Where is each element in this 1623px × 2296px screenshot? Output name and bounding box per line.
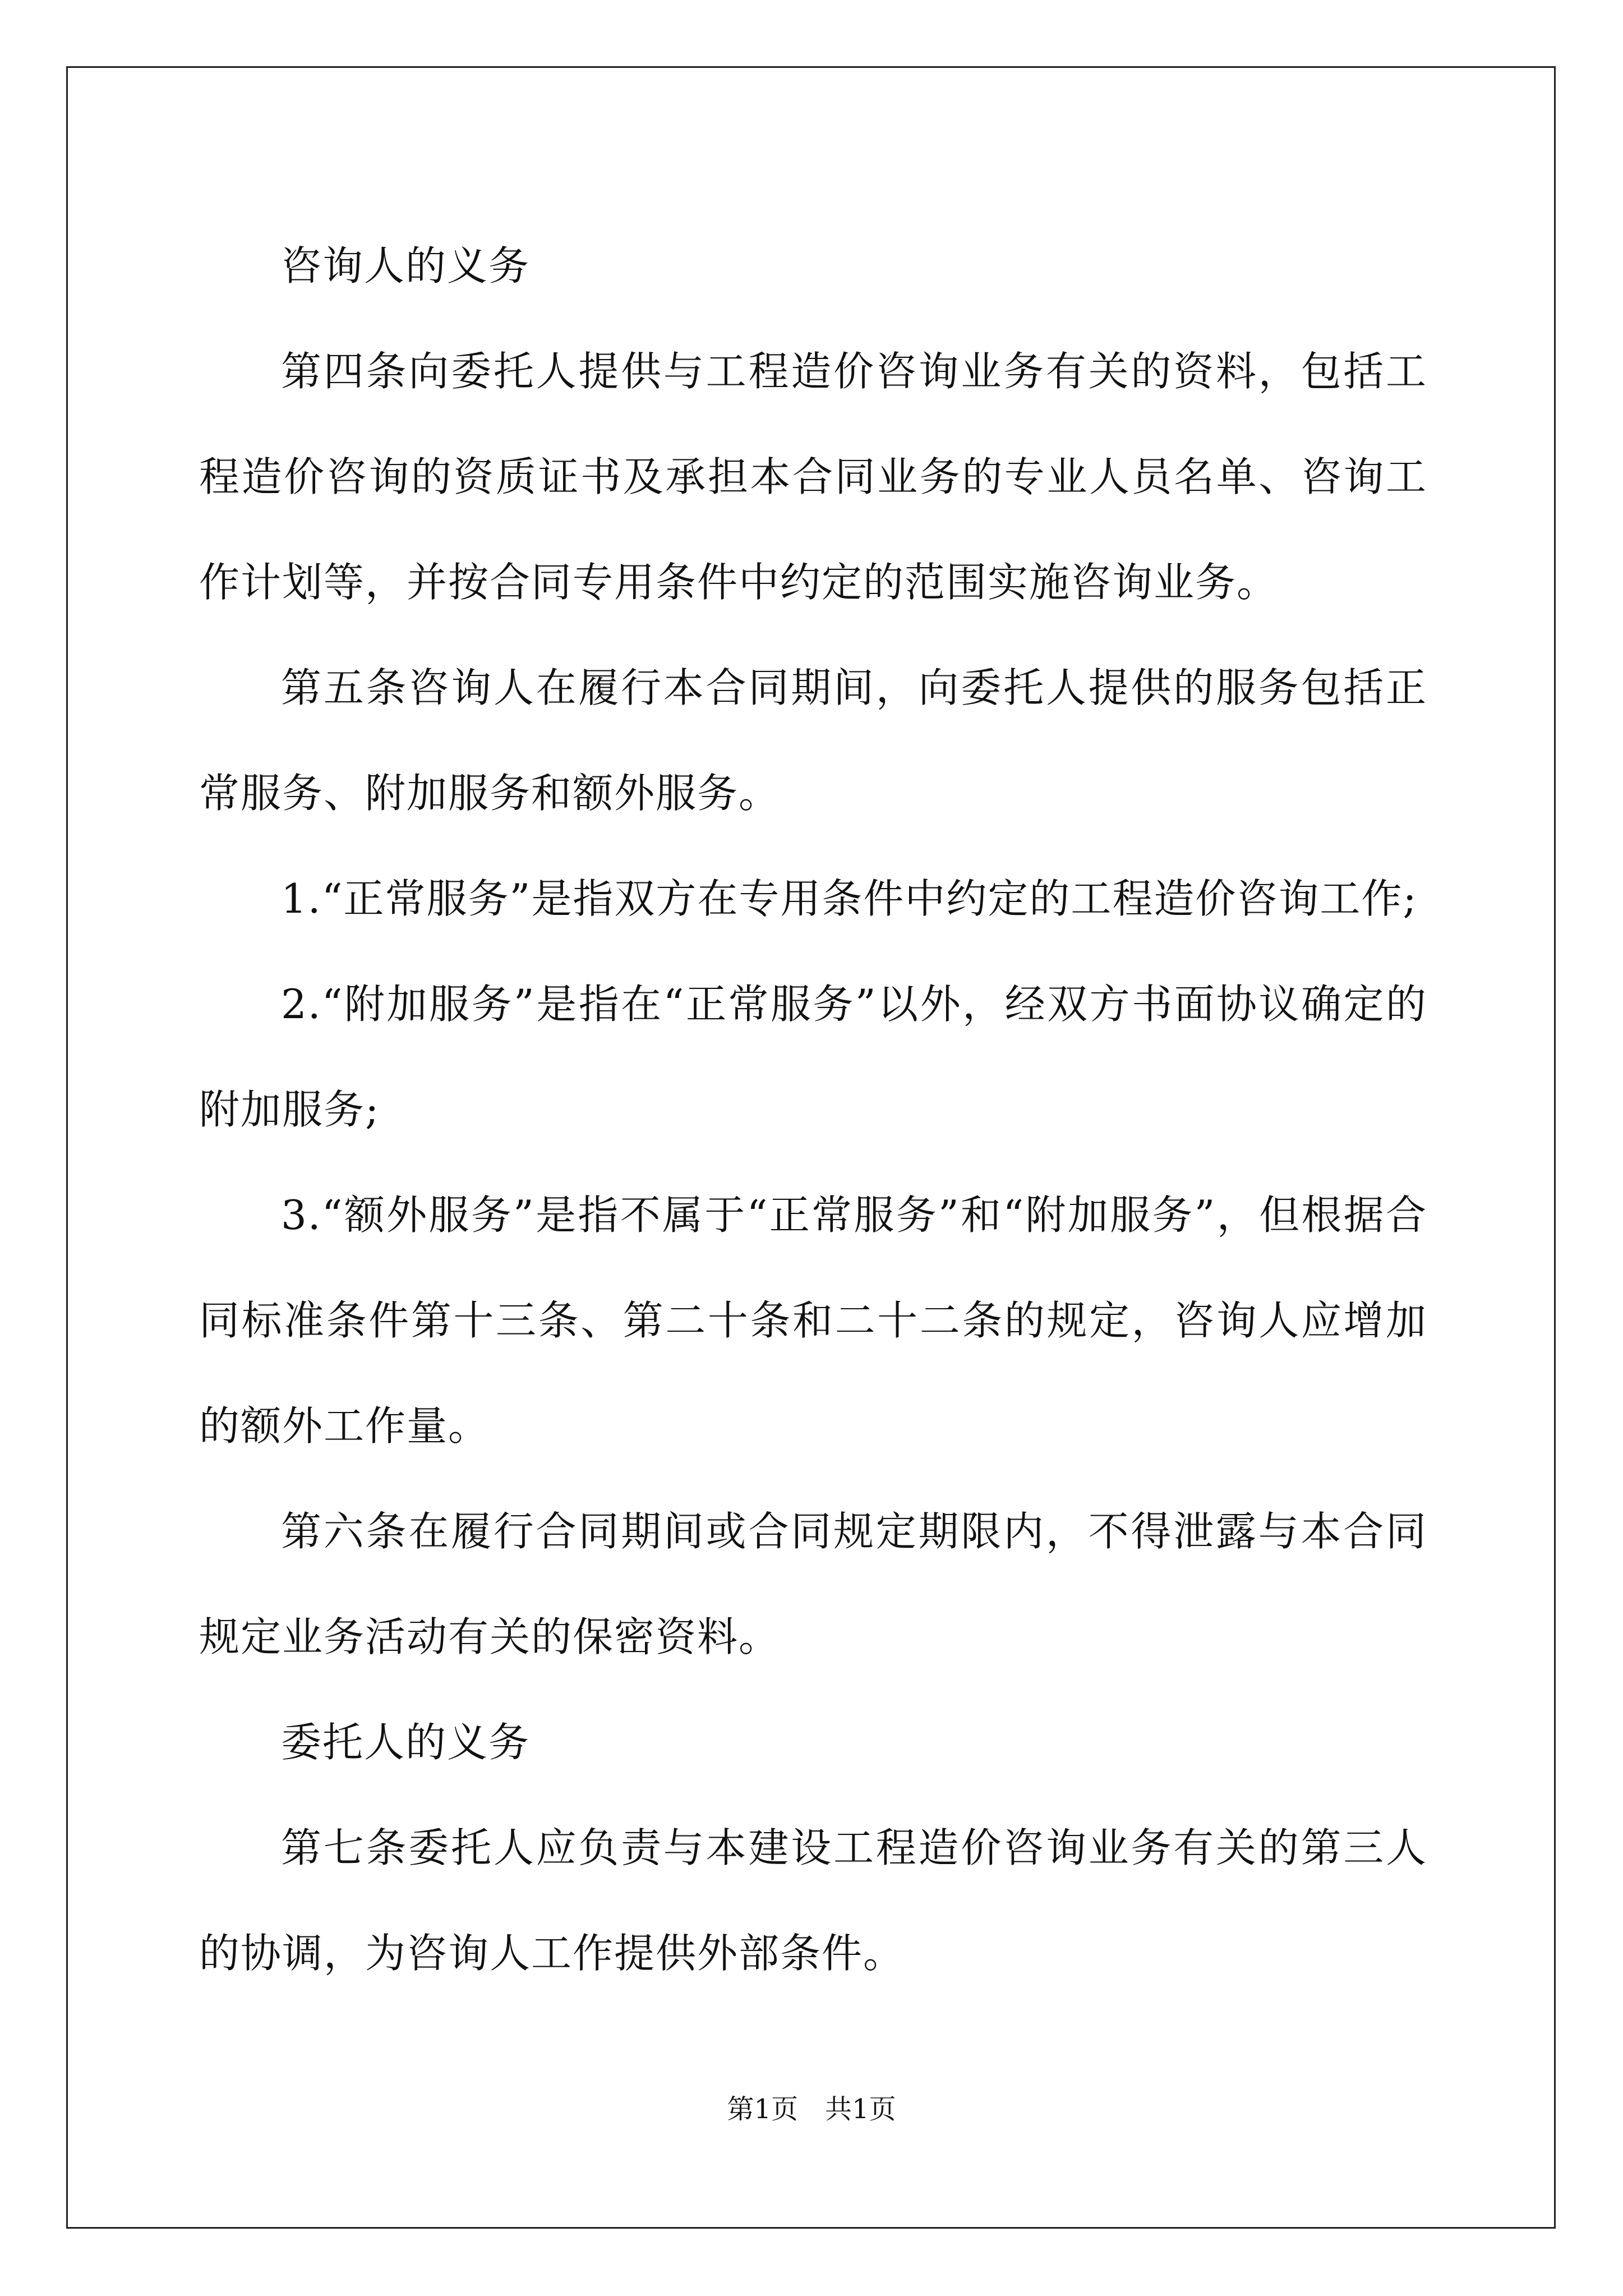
document-body: [199, 213, 1427, 2006]
article-4-paragraph: 第四条向委托人提供与工程造价咨询业务有关的资料，包括工程造价咨询的资质证书及承担本合同业务的专业人员名单、咨询工作计划等，并按合同专用条件中约定的范围实施咨询业务。: [199, 348, 1427, 606]
page-footer: 第1页 共1页: [727, 2093, 896, 2125]
article-7-paragraph: 第七条委托人应负责与本建设工程造价咨询业务有关的第三人的协调，为咨询人工作提供外部条件。: [199, 1824, 1427, 1977]
article-6-paragraph: 第六条在履行合同期间或合同规定期限内，不得泄露与本合同规定业务活动有关的保密资料。: [199, 1508, 1427, 1660]
list-item-extra-service: 3.“额外服务”是指不属于“正常服务”和“附加服务”，但根据合同标准条件第十三条、第二十条和二十二条的规定，咨询人应增加的额外工作量。: [199, 1191, 1427, 1450]
section-heading-client-duties: 委托人的义务: [281, 1719, 531, 1766]
list-item-normal-service: 1.“正常服务”是指双方在专用条件中约定的工程造价咨询工作;: [281, 875, 1418, 922]
list-item-additional-service: 2.“附加服务”是指在“正常服务”以外，经双方书面协议确定的附加服务;: [199, 981, 1427, 1133]
section-heading-consultant-duties: 咨询人的义务: [281, 242, 531, 289]
article-5-paragraph: 第五条咨询人在履行本合同期间，向委托人提供的服务包括正常服务、附加服务和额外服务。: [199, 664, 1427, 817]
